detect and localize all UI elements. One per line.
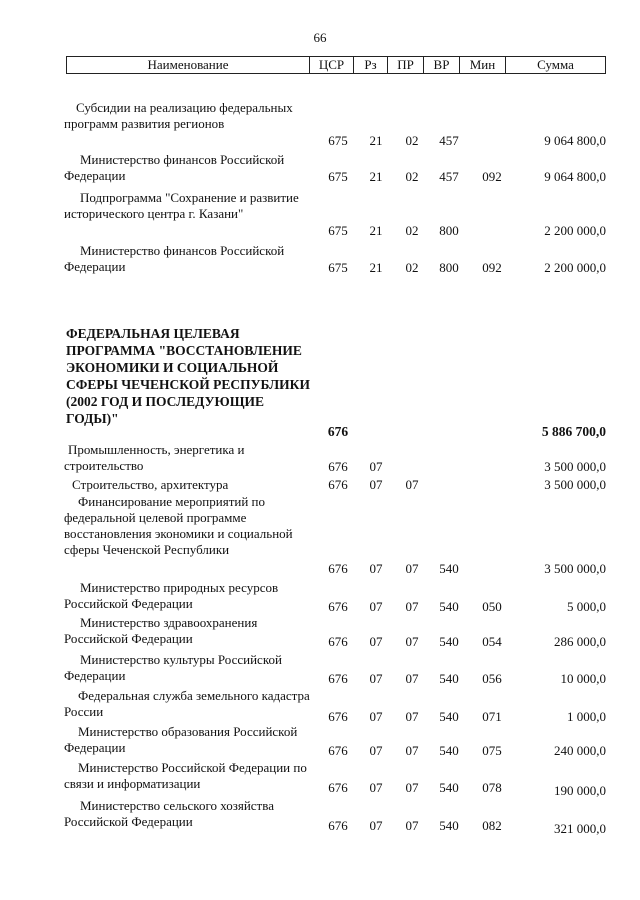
row-vr: 800 — [439, 260, 459, 275]
row-pr: 07 — [405, 671, 419, 686]
row-sum: 10 000,0 — [560, 671, 606, 686]
row-name: Федеральная служба земельного кадастра России — [64, 688, 310, 719]
row-min: 075 — [482, 743, 502, 758]
row-name: Министерство сельского хозяйства Российской Федерации — [64, 798, 274, 829]
row-pr: 07 — [405, 709, 419, 724]
row-csr: 676 — [328, 709, 348, 724]
row-pr: 07 — [405, 599, 419, 614]
header-sum: Сумма — [505, 57, 605, 73]
table-row — [0, 190, 640, 240]
row-min: 056 — [482, 671, 502, 686]
row-pr: 07 — [405, 561, 419, 576]
row-rz: 07 — [369, 634, 383, 649]
table-row — [0, 152, 640, 186]
page-number: 66 — [313, 30, 327, 45]
program-sum: 5 886 700,0 — [541, 424, 606, 439]
row-name: Строительство, архитектура — [72, 477, 229, 492]
row-sum: 9 064 800,0 — [544, 169, 606, 184]
program-csr: 676 — [327, 424, 349, 439]
row-sum: 1 000,0 — [567, 709, 606, 724]
row-csr: 676 — [328, 671, 348, 686]
table-row — [0, 100, 640, 150]
row-name: Министерство финансов Российской Федерации — [64, 243, 285, 274]
row-sum: 3 500 000,0 — [544, 459, 606, 474]
row-vr: 540 — [439, 780, 459, 795]
row-name: Министерство здравоохранения Российской Федерации — [64, 615, 258, 646]
row-min: 092 — [482, 169, 502, 184]
header-vr: ВР — [423, 57, 459, 73]
row-rz: 07 — [369, 477, 383, 492]
row-vr: 540 — [439, 561, 459, 576]
row-name: Министерство финансов Российской Федерации — [64, 152, 285, 183]
row-pr: 07 — [405, 780, 419, 795]
header-csr: ЦСР — [309, 57, 353, 73]
row-sum: 5 000,0 — [567, 599, 606, 614]
row-name: Подпрограмма "Сохранение и развитие исторического центра г. Казани" — [64, 190, 299, 221]
row-vr: 800 — [439, 223, 459, 238]
row-sum: 321 000,0 — [554, 821, 606, 836]
row-vr: 457 — [439, 169, 459, 184]
row-rz: 07 — [369, 818, 383, 833]
row-sum: 2 200 000,0 — [544, 260, 606, 275]
row-csr: 675 — [328, 223, 348, 238]
row-pr: 07 — [405, 743, 419, 758]
table-row — [0, 724, 640, 758]
table-row — [0, 688, 640, 722]
row-rz: 07 — [369, 671, 383, 686]
row-name: Министерство культуры Российской Федерации — [64, 652, 282, 683]
table-row — [0, 243, 640, 277]
table-row — [0, 442, 640, 476]
row-min: 078 — [482, 780, 502, 795]
row-sum: 3 500 000,0 — [544, 561, 606, 576]
table-row — [0, 580, 640, 614]
row-min: 054 — [482, 634, 502, 649]
row-pr: 07 — [405, 818, 419, 833]
header-min: Мин — [459, 57, 505, 73]
row-sum: 3 500 000,0 — [544, 477, 606, 492]
table-row — [0, 477, 640, 495]
row-rz: 21 — [369, 133, 383, 148]
row-rz: 21 — [369, 223, 383, 238]
row-rz: 07 — [369, 561, 383, 576]
table-row — [0, 652, 640, 686]
row-vr: 540 — [439, 599, 459, 614]
row-rz: 21 — [369, 169, 383, 184]
row-vr: 540 — [439, 743, 459, 758]
row-pr: 02 — [405, 223, 419, 238]
row-rz: 07 — [369, 599, 383, 614]
row-csr: 676 — [328, 780, 348, 795]
row-name: Субсидии на реализацию федеральных программ развития регионов — [64, 100, 293, 131]
row-name: Министерство образования Российской Федерации — [64, 724, 298, 755]
row-sum: 286 000,0 — [554, 634, 606, 649]
table-row — [0, 615, 640, 649]
row-csr: 675 — [328, 169, 348, 184]
row-csr: 676 — [328, 818, 348, 833]
table-row — [0, 798, 640, 838]
row-name: Промышленность, энергетика и строительство — [64, 442, 245, 473]
row-rz: 07 — [369, 459, 383, 474]
row-sum: 240 000,0 — [554, 743, 606, 758]
table-row — [0, 760, 640, 798]
row-sum: 190 000,0 — [554, 783, 606, 798]
row-min: 092 — [482, 260, 502, 275]
row-csr: 676 — [328, 743, 348, 758]
table-row — [0, 494, 640, 576]
row-pr: 07 — [405, 477, 419, 492]
header-name: Наименование — [147, 57, 229, 72]
row-sum: 2 200 000,0 — [544, 223, 606, 238]
row-pr: 07 — [405, 634, 419, 649]
row-rz: 21 — [369, 260, 383, 275]
row-csr: 675 — [328, 133, 348, 148]
row-csr: 676 — [328, 477, 348, 492]
row-csr: 676 — [328, 561, 348, 576]
row-rz: 07 — [369, 743, 383, 758]
program-title: ФЕДЕРАЛЬНАЯ ЦЕЛЕВАЯ ПРОГРАММА "ВОССТАНОВЛЕНИЕ ЭКОНОМИКИ И СОЦИАЛЬНОЙ СФЕРЫ ЧЕЧЕНСКОЙ РЕСПУБЛИКИ (2002 ГОД И ПОСЛЕДУЮЩИЕ ГОДЫ)" — [66, 326, 310, 426]
row-pr: 02 — [405, 133, 419, 148]
row-sum: 9 064 800,0 — [544, 133, 606, 148]
row-vr: 540 — [439, 818, 459, 833]
row-name: Министерство Российской Федерации по связи и информатизации — [64, 760, 307, 791]
row-vr: 540 — [439, 634, 459, 649]
row-vr: 540 — [439, 709, 459, 724]
row-csr: 676 — [328, 634, 348, 649]
row-pr: 02 — [405, 169, 419, 184]
row-min: 071 — [482, 709, 502, 724]
table-header — [66, 56, 606, 74]
row-min: 050 — [482, 599, 502, 614]
row-csr: 676 — [328, 459, 348, 474]
row-csr: 675 — [328, 260, 348, 275]
header-rz: Рз — [353, 57, 387, 73]
row-vr: 540 — [439, 671, 459, 686]
row-name: Финансирование мероприятий по федеральной целевой программе восстановления экономики и социальной сферы Чеченской Республики — [64, 494, 293, 557]
row-rz: 07 — [369, 780, 383, 795]
row-name: Министерство природных ресурсов Российской Федерации — [64, 580, 279, 611]
row-csr: 676 — [328, 599, 348, 614]
row-min: 082 — [482, 818, 502, 833]
row-rz: 07 — [369, 709, 383, 724]
row-vr: 457 — [439, 133, 459, 148]
header-pr: ПР — [387, 57, 423, 73]
row-pr: 02 — [405, 260, 419, 275]
